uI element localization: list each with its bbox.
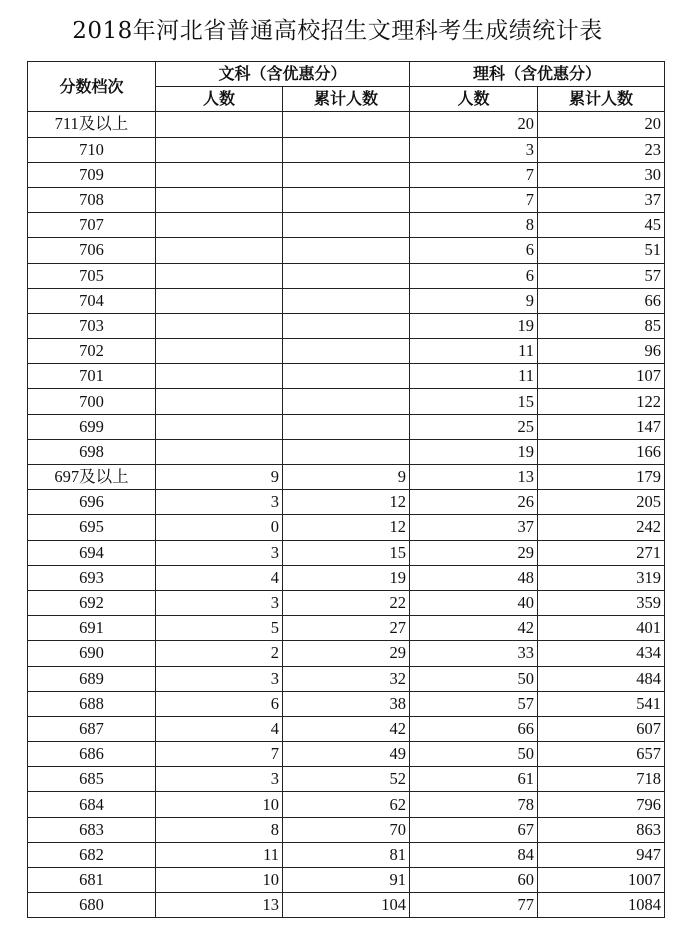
wenke-count-cell xyxy=(156,137,283,162)
wenke-cumulative-cell: 12 xyxy=(283,490,410,515)
wenke-cumulative-cell xyxy=(283,339,410,364)
wenke-cumulative-cell xyxy=(283,414,410,439)
table-row xyxy=(28,288,665,313)
wenke-cumulative-cell xyxy=(283,162,410,187)
score-cell: 691 xyxy=(28,616,156,641)
score-cell: 683 xyxy=(28,817,156,842)
wenke-cumulative-cell: 9 xyxy=(283,465,410,490)
like-count-cell: 8 xyxy=(410,213,538,238)
like-group-header: 理科（含优惠分） xyxy=(410,62,665,87)
like-cumulative-cell: 37 xyxy=(538,187,665,212)
score-cell: 694 xyxy=(28,540,156,565)
table-row xyxy=(28,817,665,842)
like-count-cell: 11 xyxy=(410,364,538,389)
wenke-cumulative-cell xyxy=(283,137,410,162)
wenke-cumulative-cell: 29 xyxy=(283,641,410,666)
wenke-count-cell: 4 xyxy=(156,716,283,741)
wenke-cumulative-cell: 91 xyxy=(283,868,410,893)
table-row xyxy=(28,666,665,691)
like-count-cell: 6 xyxy=(410,238,538,263)
wenke-count-header: 人数 xyxy=(156,87,283,112)
like-cumulative-cell: 242 xyxy=(538,515,665,540)
score-cell: 704 xyxy=(28,288,156,313)
like-cumulative-cell: 401 xyxy=(538,616,665,641)
wenke-count-cell: 10 xyxy=(156,868,283,893)
wenke-cumulative-cell: 15 xyxy=(283,540,410,565)
wenke-count-cell: 10 xyxy=(156,792,283,817)
wenke-count-cell: 0 xyxy=(156,515,283,540)
wenke-count-cell xyxy=(156,339,283,364)
wenke-cumulative-cell: 42 xyxy=(283,716,410,741)
score-cell: 689 xyxy=(28,666,156,691)
like-cumulative-cell: 20 xyxy=(538,112,665,137)
score-cell: 687 xyxy=(28,716,156,741)
like-count-cell: 42 xyxy=(410,616,538,641)
like-count-cell: 77 xyxy=(410,893,538,918)
wenke-cumulative-cell xyxy=(283,389,410,414)
score-cell: 709 xyxy=(28,162,156,187)
wenke-cumulative-cell xyxy=(283,439,410,464)
table-row xyxy=(28,641,665,666)
score-cell: 696 xyxy=(28,490,156,515)
table-row xyxy=(28,742,665,767)
wenke-count-cell: 3 xyxy=(156,767,283,792)
table-row xyxy=(28,313,665,338)
table-row xyxy=(28,137,665,162)
like-count-cell: 15 xyxy=(410,389,538,414)
like-count-cell: 9 xyxy=(410,288,538,313)
like-cumulative-cell: 147 xyxy=(538,414,665,439)
wenke-count-cell xyxy=(156,288,283,313)
like-count-cell: 84 xyxy=(410,842,538,867)
score-cell: 686 xyxy=(28,742,156,767)
score-cell: 693 xyxy=(28,565,156,590)
wenke-count-cell xyxy=(156,238,283,263)
like-count-cell: 50 xyxy=(410,666,538,691)
like-count-cell: 48 xyxy=(410,565,538,590)
wenke-count-cell xyxy=(156,187,283,212)
header-row-group xyxy=(28,62,665,87)
wenke-count-cell: 3 xyxy=(156,666,283,691)
wenke-count-cell xyxy=(156,112,283,137)
score-cell: 707 xyxy=(28,213,156,238)
score-cell: 692 xyxy=(28,590,156,615)
wenke-cumulative-cell: 12 xyxy=(283,515,410,540)
score-cell: 708 xyxy=(28,187,156,212)
score-cell: 705 xyxy=(28,263,156,288)
like-cumulative-cell: 796 xyxy=(538,792,665,817)
like-cumulative-cell: 863 xyxy=(538,817,665,842)
wenke-count-cell: 3 xyxy=(156,540,283,565)
like-cumulative-cell: 179 xyxy=(538,465,665,490)
score-cell: 699 xyxy=(28,414,156,439)
table-row xyxy=(28,465,665,490)
like-cumulative-cell: 484 xyxy=(538,666,665,691)
wenke-count-cell: 4 xyxy=(156,565,283,590)
wenke-cumulative-cell xyxy=(283,263,410,288)
table-row xyxy=(28,389,665,414)
table-row xyxy=(28,893,665,918)
wenke-cumulative-cell: 70 xyxy=(283,817,410,842)
table-row xyxy=(28,616,665,641)
like-cumulative-cell: 85 xyxy=(538,313,665,338)
like-count-cell: 11 xyxy=(410,339,538,364)
like-cumulative-cell: 718 xyxy=(538,767,665,792)
like-cumulative-cell: 271 xyxy=(538,540,665,565)
table-row xyxy=(28,792,665,817)
table-row xyxy=(28,339,665,364)
wenke-count-cell: 2 xyxy=(156,641,283,666)
table-row xyxy=(28,238,665,263)
table-row xyxy=(28,112,665,137)
like-cumulative-cell: 166 xyxy=(538,439,665,464)
score-cell: 695 xyxy=(28,515,156,540)
table-body xyxy=(28,112,665,918)
table-row xyxy=(28,540,665,565)
like-cumulative-cell: 607 xyxy=(538,716,665,741)
table-row xyxy=(28,439,665,464)
wenke-cumulative-cell xyxy=(283,313,410,338)
like-count-cell: 19 xyxy=(410,439,538,464)
table-row xyxy=(28,187,665,212)
wenke-count-cell: 3 xyxy=(156,590,283,615)
score-cell: 685 xyxy=(28,767,156,792)
wenke-cumulative-cell: 27 xyxy=(283,616,410,641)
wenke-cumulative-cell: 32 xyxy=(283,666,410,691)
table-row xyxy=(28,162,665,187)
like-count-cell: 7 xyxy=(410,162,538,187)
score-cell: 706 xyxy=(28,238,156,263)
like-count-cell: 19 xyxy=(410,313,538,338)
wenke-count-cell xyxy=(156,439,283,464)
wenke-cumulative-cell xyxy=(283,112,410,137)
like-cumulative-cell: 1084 xyxy=(538,893,665,918)
table-row xyxy=(28,716,665,741)
wenke-count-cell: 5 xyxy=(156,616,283,641)
score-cell: 684 xyxy=(28,792,156,817)
like-cumulative-cell: 45 xyxy=(538,213,665,238)
like-count-cell: 37 xyxy=(410,515,538,540)
score-cell: 702 xyxy=(28,339,156,364)
score-cell: 703 xyxy=(28,313,156,338)
wenke-cumulative-cell: 19 xyxy=(283,565,410,590)
wenke-count-cell: 9 xyxy=(156,465,283,490)
wenke-cumulative-cell: 81 xyxy=(283,842,410,867)
wenke-cumulative-cell: 22 xyxy=(283,590,410,615)
wenke-count-cell: 8 xyxy=(156,817,283,842)
wenke-count-cell: 3 xyxy=(156,490,283,515)
wenke-count-cell: 11 xyxy=(156,842,283,867)
score-cell: 682 xyxy=(28,842,156,867)
like-count-cell: 60 xyxy=(410,868,538,893)
score-cell: 698 xyxy=(28,439,156,464)
like-count-cell: 67 xyxy=(410,817,538,842)
wenke-cumulative-cell xyxy=(283,288,410,313)
like-cumulative-cell: 205 xyxy=(538,490,665,515)
like-cumulative-cell: 107 xyxy=(538,364,665,389)
like-cumulative-cell: 947 xyxy=(538,842,665,867)
wenke-cumulative-cell xyxy=(283,238,410,263)
score-statistics-table xyxy=(27,61,665,918)
score-cell: 701 xyxy=(28,364,156,389)
wenke-count-cell: 13 xyxy=(156,893,283,918)
like-count-cell: 13 xyxy=(410,465,538,490)
wenke-count-cell xyxy=(156,213,283,238)
table-row xyxy=(28,364,665,389)
wenke-cumulative-cell: 38 xyxy=(283,691,410,716)
wenke-count-cell: 6 xyxy=(156,691,283,716)
score-cell: 710 xyxy=(28,137,156,162)
like-cumulative-cell: 23 xyxy=(538,137,665,162)
table-row xyxy=(28,515,665,540)
wenke-cumulative-cell xyxy=(283,213,410,238)
table-row xyxy=(28,565,665,590)
like-count-cell: 61 xyxy=(410,767,538,792)
like-count-cell: 26 xyxy=(410,490,538,515)
like-cumulative-cell: 122 xyxy=(538,389,665,414)
wenke-cumulative-cell: 49 xyxy=(283,742,410,767)
wenke-cumulative-cell: 62 xyxy=(283,792,410,817)
like-count-cell: 66 xyxy=(410,716,538,741)
table-row xyxy=(28,213,665,238)
like-count-header: 人数 xyxy=(410,87,538,112)
page-title: 2018年河北省普通高校招生文理科考生成绩统计表 xyxy=(72,18,603,44)
like-cumulative-cell: 51 xyxy=(538,238,665,263)
wenke-cumulative-cell: 104 xyxy=(283,893,410,918)
like-count-cell: 25 xyxy=(410,414,538,439)
score-cell: 681 xyxy=(28,868,156,893)
like-cumulative-cell: 657 xyxy=(538,742,665,767)
table-row xyxy=(28,490,665,515)
wenke-count-cell: 7 xyxy=(156,742,283,767)
wenke-cumulative-cell xyxy=(283,364,410,389)
table-row xyxy=(28,842,665,867)
wenke-cumulative-cell: 52 xyxy=(283,767,410,792)
like-count-cell: 57 xyxy=(410,691,538,716)
like-count-cell: 6 xyxy=(410,263,538,288)
wenke-cumulative-header: 累计人数 xyxy=(283,87,410,112)
table-row xyxy=(28,767,665,792)
like-cumulative-cell: 359 xyxy=(538,590,665,615)
like-count-cell: 7 xyxy=(410,187,538,212)
score-cell: 697及以上 xyxy=(28,465,156,490)
wenke-count-cell xyxy=(156,364,283,389)
like-cumulative-cell: 541 xyxy=(538,691,665,716)
wenke-group-header: 文科（含优惠分） xyxy=(156,62,410,87)
like-cumulative-cell: 434 xyxy=(538,641,665,666)
like-count-cell: 40 xyxy=(410,590,538,615)
like-count-cell: 78 xyxy=(410,792,538,817)
wenke-count-cell xyxy=(156,414,283,439)
like-cumulative-cell: 66 xyxy=(538,288,665,313)
table-row xyxy=(28,590,665,615)
like-count-cell: 3 xyxy=(410,137,538,162)
table-row xyxy=(28,414,665,439)
like-count-cell: 20 xyxy=(410,112,538,137)
score-cell: 688 xyxy=(28,691,156,716)
wenke-count-cell xyxy=(156,162,283,187)
like-count-cell: 50 xyxy=(410,742,538,767)
like-cumulative-cell: 1007 xyxy=(538,868,665,893)
score-cell: 711及以上 xyxy=(28,112,156,137)
score-cell: 690 xyxy=(28,641,156,666)
wenke-count-cell xyxy=(156,263,283,288)
like-cumulative-cell: 319 xyxy=(538,565,665,590)
like-cumulative-header: 累计人数 xyxy=(538,87,665,112)
score-cell: 700 xyxy=(28,389,156,414)
table-row xyxy=(28,691,665,716)
wenke-count-cell xyxy=(156,389,283,414)
like-cumulative-cell: 57 xyxy=(538,263,665,288)
wenke-cumulative-cell xyxy=(283,187,410,212)
table-row xyxy=(28,868,665,893)
wenke-count-cell xyxy=(156,313,283,338)
score-column-header: 分数档次 xyxy=(28,62,156,112)
score-cell: 680 xyxy=(28,893,156,918)
like-count-cell: 33 xyxy=(410,641,538,666)
like-cumulative-cell: 30 xyxy=(538,162,665,187)
like-cumulative-cell: 96 xyxy=(538,339,665,364)
table-row xyxy=(28,263,665,288)
like-count-cell: 29 xyxy=(410,540,538,565)
